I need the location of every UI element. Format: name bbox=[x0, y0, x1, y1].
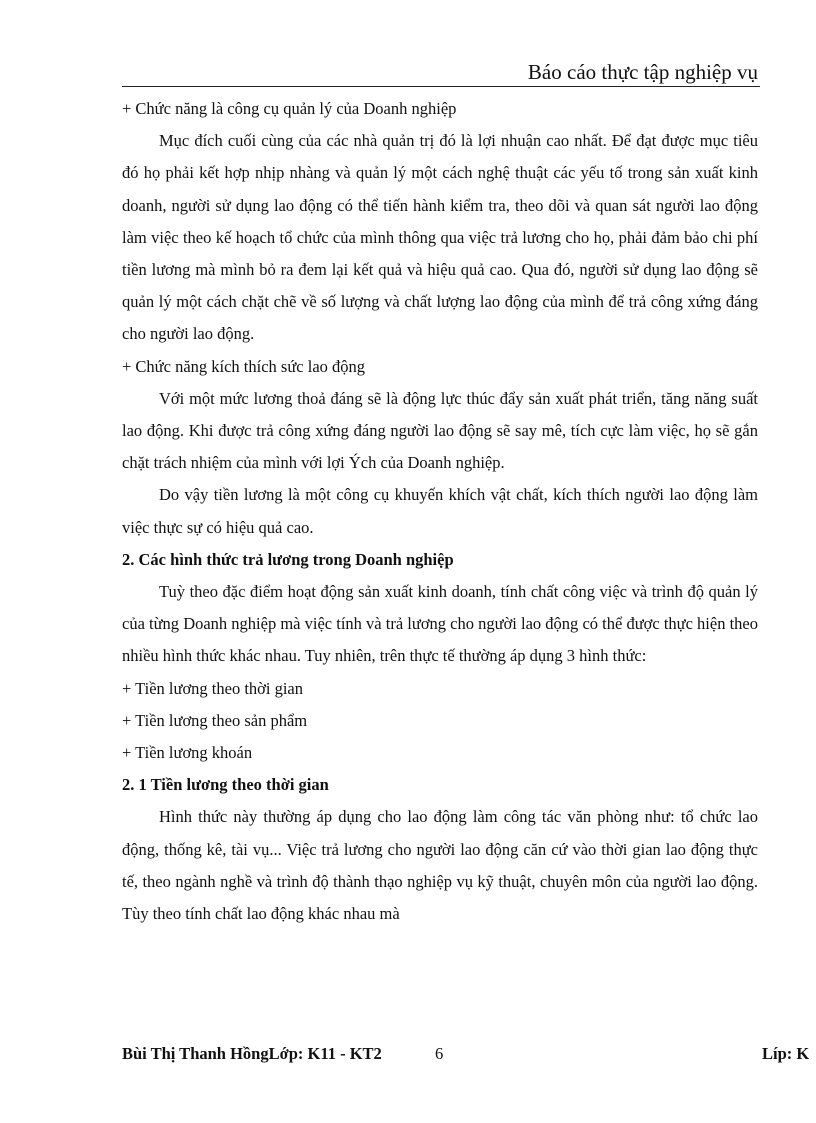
section-heading: 2. Các hình thức trả lương trong Doanh nghiệp bbox=[122, 549, 454, 569]
bullet-stimulation-function: + Chức năng kích thích sức lao động bbox=[122, 356, 366, 376]
page-footer bbox=[122, 1042, 816, 1066]
page-number: 6 bbox=[435, 1044, 444, 1063]
footer-author-class: Bùi Thị Thanh HồngLớp: K11 - KT2 bbox=[122, 1044, 382, 1063]
footer-class-label: Líp: K bbox=[762, 1044, 810, 1063]
page-header bbox=[122, 58, 760, 87]
bullet-management-function: + Chức năng là công cụ quản lý của Doanh nghiệp bbox=[122, 99, 457, 118]
paragraph: Với một mức lương thoả đáng sẽ là động lực thúc đẩy sản xuất phát triển, tăng năng suất lao động. Khi được trả công xứng đáng người lao động sẽ say mê, tích cực làm việc, họ sẽ gắn chặt trách nhiệm của mình với lợi Ých của Doanh nghiệp. bbox=[122, 388, 758, 473]
paragraph: Mục đích cuối cùng của các nhà quản trị đó là lợi nhuận cao nhất. Để đạt được mục tiêu đó họ phải kết hợp nhịp nhàng và quản lý một cách nghệ thuật các yếu tố trong sản xuất kinh doanh, người sử dụng lao động có thể tiến hành kiểm tra, theo dõi và quan sát người lao động làm việc theo kế hoạch tổ chức của mình thông qua việc trả lương cho họ, phải đảm bảo chi phí tiền lương mà mình bỏ ra đem lại kết quả và hiệu quả cao. Qua đó, người sử dụng lao động sẽ quản lý một cách chặt chẽ về số lượng và chất lượng lao động của mình để trả công xứng đáng cho người lao động. bbox=[122, 131, 758, 344]
list-item: + Tiền lương theo thời gian bbox=[122, 678, 304, 698]
subsection-heading: 2. 1 Tiền lương theo thời gian bbox=[122, 775, 329, 795]
list-item: + Tiền lương theo sản phẩm bbox=[122, 710, 308, 730]
header-title: Báo cáo thực tập nghiệp vụ bbox=[527, 60, 758, 84]
document-body bbox=[122, 93, 758, 930]
paragraph: Tuỳ theo đặc điểm hoạt động sản xuất kinh doanh, tính chất công việc và trình độ quản lý của từng Doanh nghiệp mà việc tính và trả lương cho người lao động có thể được thực hiện theo nhiều hình thức khác nhau. Tuy nhiên, trên thực tế thường áp dụng 3 hình thức: bbox=[122, 582, 758, 666]
paragraph: Do vậy tiền lương là một công cụ khuyến khích vật chất, kích thích người lao động làm việc thực sự có hiệu quả cao. bbox=[122, 485, 758, 537]
list-item: + Tiền lương khoán bbox=[122, 743, 253, 763]
paragraph: Hình thức này thường áp dụng cho lao động làm công tác văn phòng như: tổ chức lao động, thống kê, tài vụ... Việc trả lương cho người lao động căn cứ vào thời gian lao động thực tế, theo ngành nghề và trình độ thành thạo nghiệp vụ kỹ thuật, chuyên môn của người lao động. Tùy theo tính chất lao động khác nhau mà bbox=[122, 807, 758, 924]
